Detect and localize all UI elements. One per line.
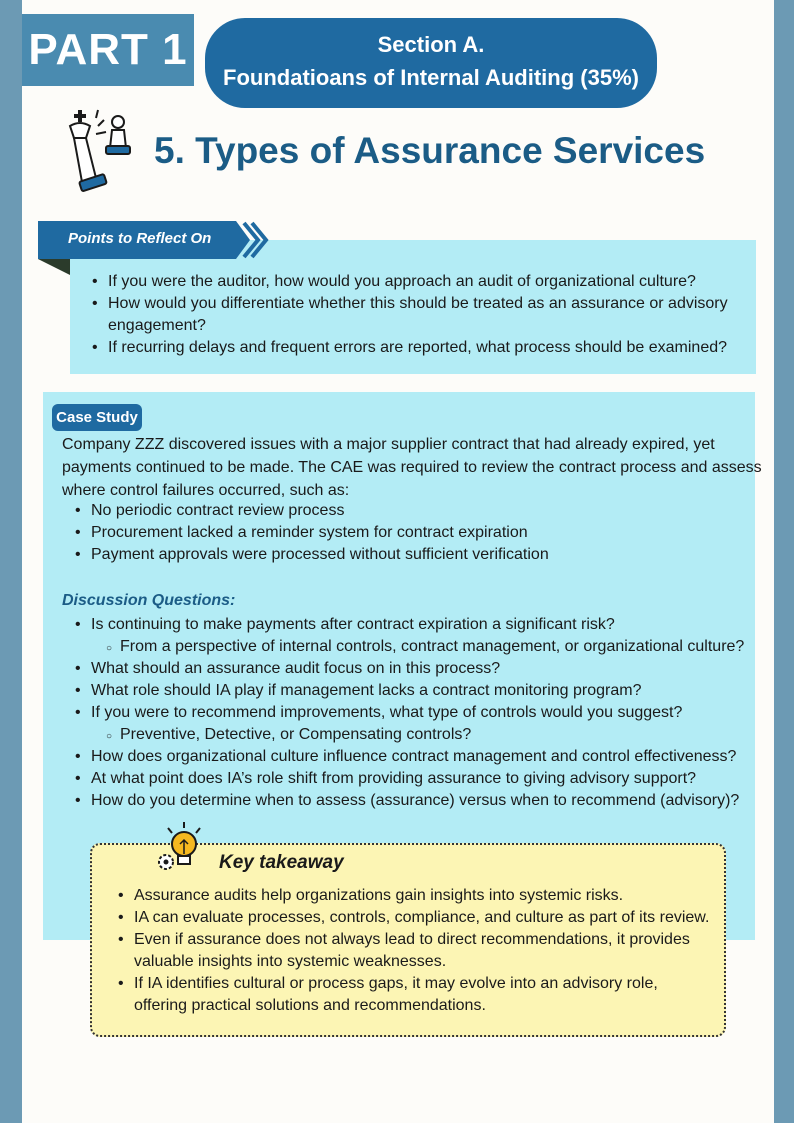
- case-study-list: [91, 500, 751, 566]
- reflect-label: Points to Reflect On: [68, 230, 212, 247]
- list-item: • IA can evaluate processes, controls, compliance, and culture as part of its review.: [134, 907, 714, 929]
- section-line-2: Foundatioans of Internal Auditing (35%): [223, 65, 639, 90]
- sub-list-item: ○ Preventive, Detective, or Compensating controls?: [120, 724, 751, 746]
- list-item: • What role should IA play if management lacks a contract monitoring program?: [91, 680, 751, 702]
- section-line-1: Section A.: [377, 32, 485, 57]
- discussion-list: [91, 614, 751, 812]
- list-item: • How does organizational culture influence contract management and control effectiveness?: [91, 746, 751, 768]
- list-item: • Procurement lacked a reminder system for contract expiration: [91, 522, 751, 544]
- discussion-label: Discussion Questions:: [62, 592, 236, 609]
- list-item: • What should an assurance audit focus on in this process?: [91, 658, 751, 680]
- section-pill: [205, 18, 657, 108]
- list-item: • Payment approvals were processed without sufficient verification: [91, 544, 751, 566]
- list-item: • If you were the auditor, how would you approach an audit of organizational culture?: [108, 271, 728, 293]
- part-label: PART 1: [22, 14, 194, 86]
- page-title: 5. Types of Assurance Services: [154, 130, 706, 171]
- case-study-text: Company ZZZ discovered issues with a major supplier contract that had already expired, yet payments continued to be made. The CAE was required to review the contract process and assess where control failures occurred, such as:: [62, 436, 762, 499]
- list-item: • No periodic contract review process: [91, 500, 751, 522]
- list-item: • Assurance audits help organizations gain insights into systemic risks.: [134, 885, 714, 907]
- list-item: • Even if assurance does not always lead to direct recommendations, it provides valuable insights into systemic weaknesses.: [134, 929, 714, 973]
- lightbulb-gear-icon: [156, 822, 204, 878]
- list-item: • How would you differentiate whether this should be treated as an assurance or advisory engagement?: [108, 293, 728, 337]
- list-item: • At what point does IA’s role shift from providing assurance to giving advisory support?: [91, 768, 751, 790]
- key-takeaway-list: [134, 885, 714, 1017]
- list-item: • If you were to recommend improvements, what type of controls would you suggest?: [91, 702, 751, 724]
- list-item: • If IA identifies cultural or process gaps, it may evolve into an advisory role, offering practical solutions and recommendations.: [134, 973, 714, 1017]
- list-item: • How do you determine when to assess (assurance) versus when to recommend (advisory)?: [91, 790, 751, 812]
- chess-pieces-icon: [62, 108, 142, 196]
- case-study-badge: Case Study: [52, 404, 142, 431]
- list-item: • Is continuing to make payments after contract expiration a significant risk?: [91, 614, 751, 636]
- sub-list-item: ○ From a perspective of internal controls, contract management, or organizational culture?: [120, 636, 751, 658]
- list-item: • If recurring delays and frequent errors are reported, what process should be examined?: [108, 337, 728, 359]
- key-takeaway-title: Key takeaway: [219, 852, 344, 873]
- reflect-list: [108, 271, 728, 359]
